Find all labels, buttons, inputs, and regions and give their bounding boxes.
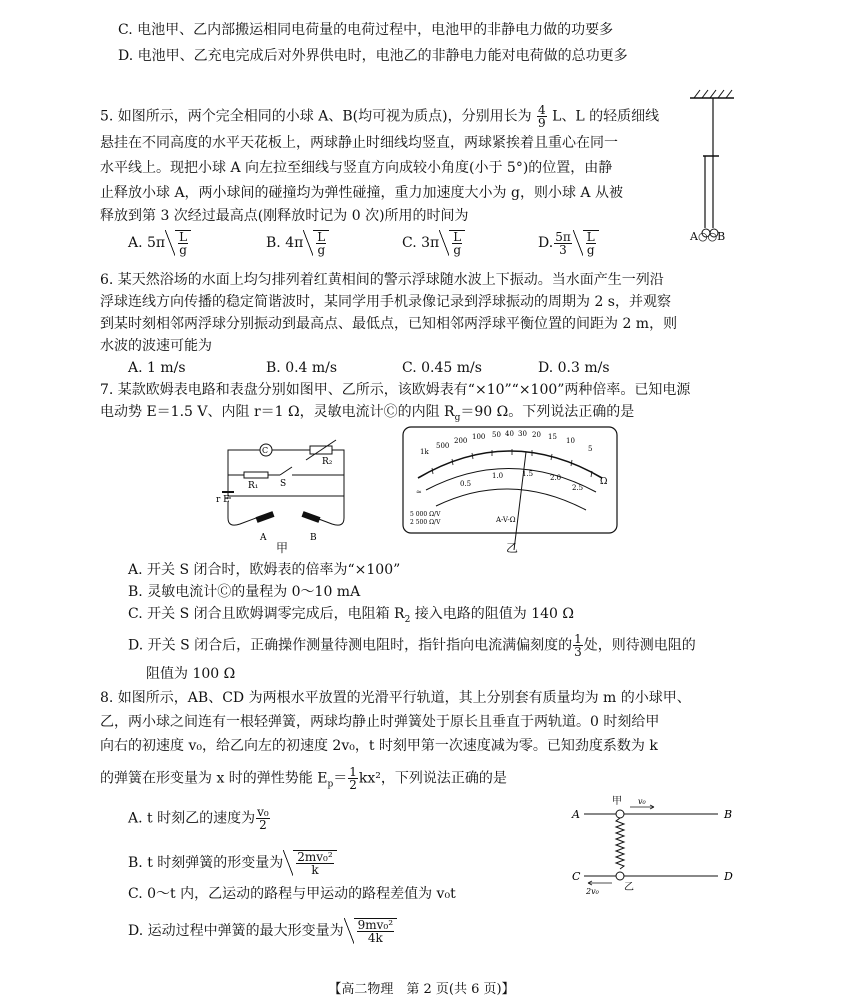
q6-option-a: A. 1 m/s xyxy=(128,360,186,376)
svg-text:v₀: v₀ xyxy=(638,797,646,806)
figure-yi-label: 乙 xyxy=(506,541,519,555)
q6-option-b: B. 0.4 m/s xyxy=(266,360,338,376)
q7-option-c: C. 开关 S 闭合且欧姆调零完成后，电阻箱 $R_2$ 接入电路的阻值为 140 Ω xyxy=(128,606,575,625)
svg-text:50: 50 xyxy=(492,431,501,439)
svg-text:A: A xyxy=(572,808,580,821)
svg-text:2.5: 2.5 xyxy=(572,484,584,492)
ohmmeter-dial xyxy=(402,426,618,552)
svg-text:r E: r E xyxy=(216,495,230,505)
q8-line4: 的弹簧在形变量为 x 时的弹性势能 $E_p=$ $\frac{1}{2}$ kx²，下列说法正确的是 xyxy=(100,765,507,792)
q8-option-b: B. t 时刻弹簧的形变量为 $\frac{\text{2mv₀²}}{k}$ xyxy=(128,850,337,876)
svg-text:S: S xyxy=(280,479,287,489)
svg-text:C: C xyxy=(262,446,269,455)
q5-option-a: A. 5π $\frac{L}{g}$ xyxy=(128,230,191,256)
q8-line3: 向右的初速度 v₀，给乙向左的初速度 2v₀，t 时刻甲第一次速度减为零。已知劲度系数为 k xyxy=(100,738,658,754)
pendulum-label: A○○B xyxy=(690,230,726,243)
q6-line4: 水波的波速可能为 xyxy=(100,338,212,354)
q5-line1: 5. 如图所示，两个完全相同的小球 A、B(均可视为质点)，分别用长为 $\frac{4}{9}$ L、L 的轻质细线 xyxy=(100,103,660,130)
svg-text:Ω: Ω xyxy=(600,477,608,487)
q7-option-b: B. 灵敏电流计Ⓒ的量程为 0～10 mA xyxy=(128,584,361,600)
svg-text:R₁: R₁ xyxy=(248,481,259,491)
svg-text:2.0: 2.0 xyxy=(550,474,562,482)
q5-line2: 悬挂在不同高度的水平天花板上，两球静止时细线均竖直，两球紧挨着且重心在同一 xyxy=(100,135,618,151)
circuit-diagram xyxy=(216,436,356,551)
q8-line2: 乙，两小球之间连有一根轻弹簧，两球均静止时弹簧处于原长且垂直于两轨道。0 时刻给甲 xyxy=(100,714,660,730)
q5-line5: 释放到第 3 次经过最高点(刚释放时记为 0 次)所用的时间为 xyxy=(100,208,469,224)
q5-line4: 止释放小球 A，两小球间的碰撞均为弹性碰撞，重力加速度大小为 g，则小球 A 从被 xyxy=(100,185,623,201)
q7-line2: 电动势 E＝1.5 V、内阻 r＝1 Ω，灵敏电流计Ⓒ的内阻 $R_g=90$ Ω。下列说法正确的是 xyxy=(100,404,635,423)
svg-text:D: D xyxy=(724,870,733,883)
svg-text:A: A xyxy=(260,533,267,543)
option-c-prev: C. 电池甲、乙内部搬运相同电荷量的电荷过程中，电池甲的非静电力做的功要多 xyxy=(118,22,614,38)
svg-text:≃: ≃ xyxy=(416,488,422,496)
svg-text:甲: 甲 xyxy=(612,796,622,807)
svg-text:R₂: R₂ xyxy=(322,457,333,467)
q5-option-b: B. 4π $\frac{L}{g}$ xyxy=(266,230,329,256)
svg-text:1k: 1k xyxy=(420,448,429,456)
q6-line2: 浮球连线方向传播的稳定简谐波时，某同学用手机录像记录到浮球振动的周期为 2 s，并观察 xyxy=(100,294,671,310)
page-footer: 【高二物理 第 2 页(共 6 页)】 xyxy=(328,982,515,997)
svg-text:30: 30 xyxy=(518,430,527,438)
q6-option-c: C. 0.45 m/s xyxy=(402,360,482,376)
q6-line3: 到某时刻相邻两浮球分别振动到最高点、最低点，已知相邻两浮球平衡位置的间距为 2 m，则 xyxy=(100,316,678,332)
option-d-prev: D. 电池甲、乙充电完成后对外界供电时，电池乙的非静电力能对电荷做的总功更多 xyxy=(118,48,628,64)
svg-text:0.5: 0.5 xyxy=(460,480,472,488)
q6-option-d: D. 0.3 m/s xyxy=(538,360,610,376)
q5-line3: 水平线上。现把小球 A 向左拉至细线与竖直方向成较小角度(小于 5°)的位置，由静 xyxy=(100,160,613,176)
svg-text:5 000 Ω/V: 5 000 Ω/V xyxy=(410,511,441,518)
svg-text:C: C xyxy=(572,870,581,883)
svg-text:20: 20 xyxy=(532,431,541,439)
svg-text:1.0: 1.0 xyxy=(492,472,504,480)
q7-option-a: A. 开关 S 闭合时，欧姆表的倍率为“×100” xyxy=(128,562,401,578)
figure-jia-label: 甲 xyxy=(276,541,289,555)
spring-tracks-figure xyxy=(568,790,744,896)
q5-option-d: D. $\frac{5\pi}{3}$ $\frac{L}{g}$ xyxy=(538,230,599,256)
svg-text:100: 100 xyxy=(472,433,486,441)
svg-text:5: 5 xyxy=(588,445,593,453)
q5-fraction: $\frac{4}{9}$ xyxy=(538,103,546,130)
svg-text:B: B xyxy=(310,533,317,543)
svg-text:乙: 乙 xyxy=(624,882,634,893)
svg-text:10: 10 xyxy=(566,437,575,445)
svg-text:15: 15 xyxy=(548,433,557,441)
svg-text:500: 500 xyxy=(436,442,450,450)
svg-text:1.5: 1.5 xyxy=(522,470,534,478)
q8-option-a: A. t 时刻乙的速度为 $\frac{\text{v₀}}{2}$ xyxy=(128,805,269,832)
svg-text:200: 200 xyxy=(454,437,468,445)
q7-option-d-cont: 阻值为 100 Ω xyxy=(146,666,236,682)
svg-text:40: 40 xyxy=(505,430,514,438)
q6-line1: 6. 某天然浴场的水面上均匀排列着红黄相间的警示浮球随水波上下振动。当水面产生一列沿 xyxy=(100,272,664,288)
q5-option-c: C. 3π $\frac{L}{g}$ xyxy=(402,230,465,256)
q8-line1: 8. 如图所示，AB、CD 为两根水平放置的光滑平行轨道，其上分别套有质量均为 m 的小球甲、 xyxy=(100,690,691,706)
svg-text:2v₀: 2v₀ xyxy=(586,887,599,896)
q7-option-d: D. 开关 S 闭合后，正确操作测量待测电阻时，指针指向电流满偏刻度的 $\frac{1}{3}$ 处，则待测电阻的 xyxy=(128,632,696,659)
svg-text:A-V-Ω: A-V-Ω xyxy=(496,516,516,524)
pendulum-figure xyxy=(688,88,738,248)
svg-text:2 500 Ω/V: 2 500 Ω/V xyxy=(410,519,441,526)
q8-option-c: C. 0～t 内，乙运动的路程与甲运动的路程差值为 v₀t xyxy=(128,886,456,902)
q7-line1: 7. 某款欧姆表电路和表盘分别如图甲、乙所示，该欧姆表有“×10”“×100”两种倍率。已知电源 xyxy=(100,382,691,398)
svg-text:B: B xyxy=(724,808,733,821)
q8-option-d: D. 运动过程中弹簧的最大形变量为 $\frac{\text{9mv₀²}}{4k}$ xyxy=(128,918,397,944)
